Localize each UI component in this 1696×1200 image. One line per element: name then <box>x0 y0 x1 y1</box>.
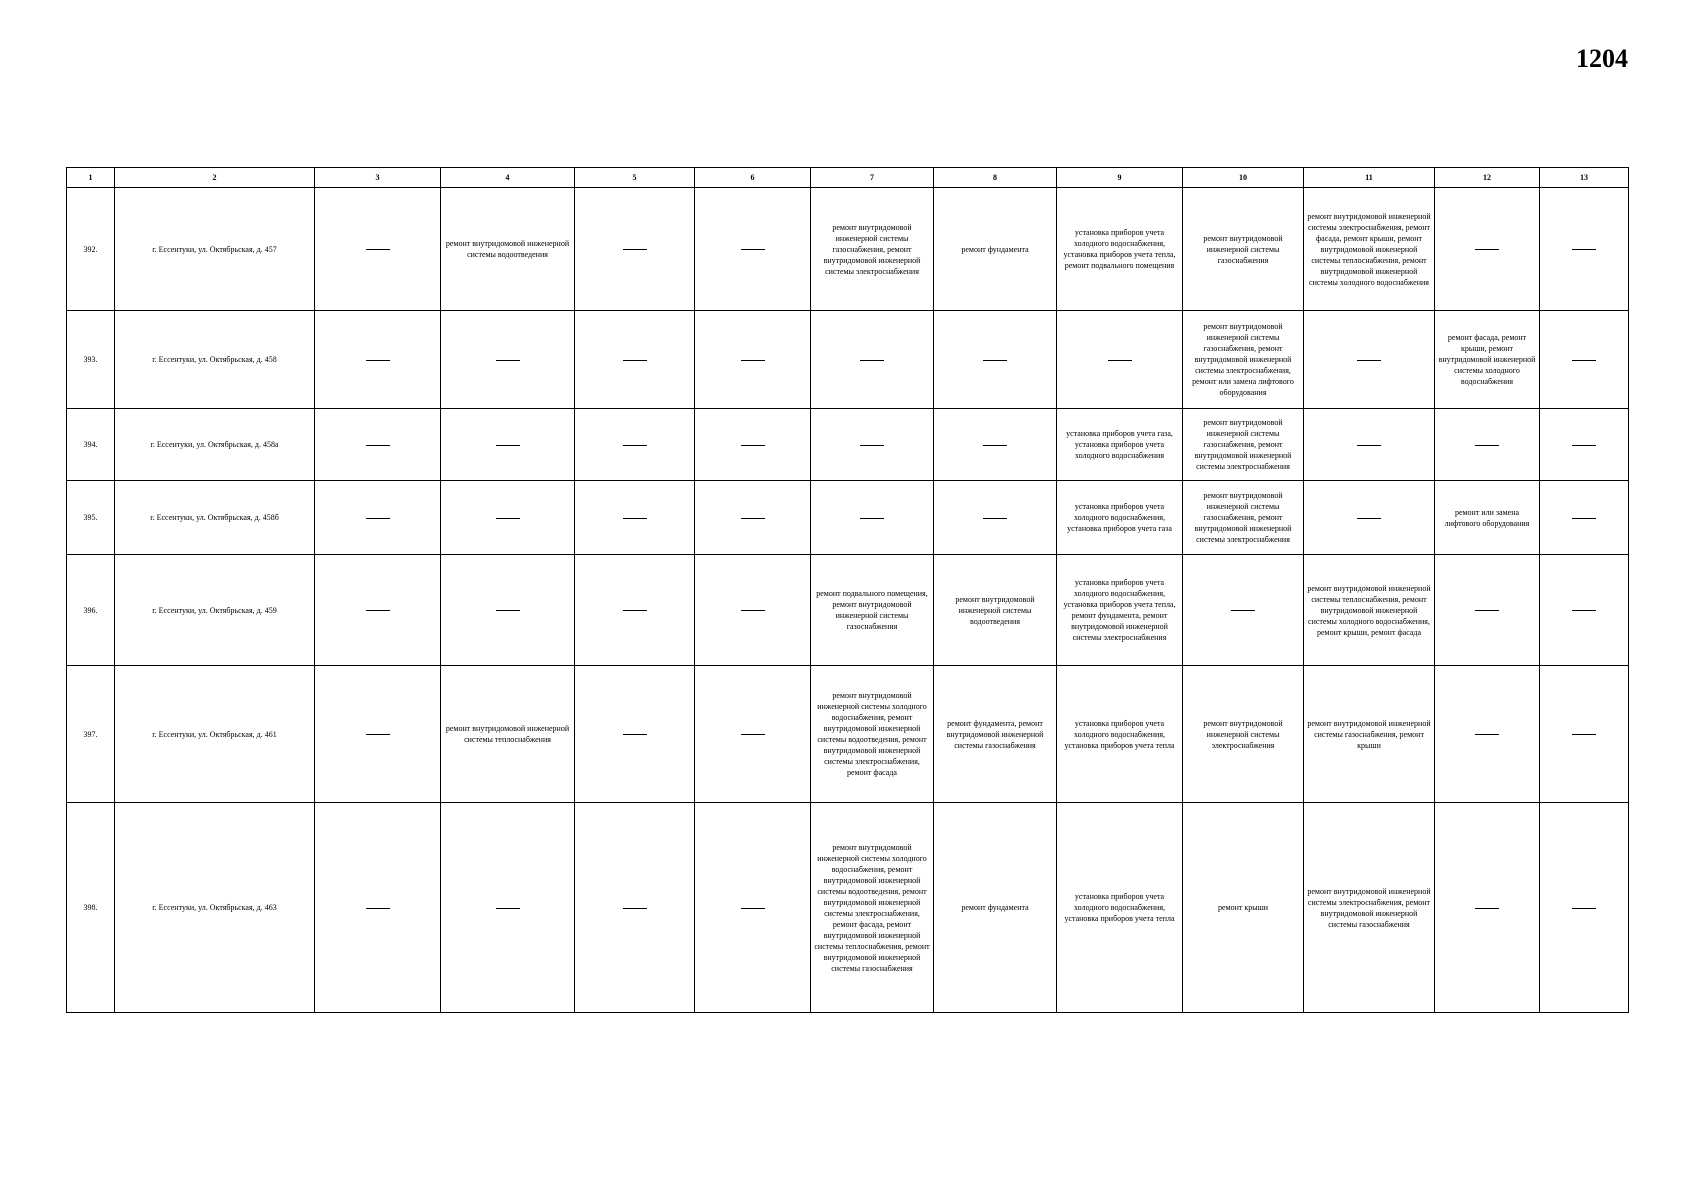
empty-cell <box>315 311 441 409</box>
empty-cell <box>1183 555 1304 666</box>
dash-mark <box>860 360 884 361</box>
dash-mark <box>1357 445 1381 446</box>
column-number-5: 5 <box>575 168 695 188</box>
column-number-10: 10 <box>1183 168 1304 188</box>
dash-mark <box>1572 249 1596 250</box>
dash-mark <box>623 518 647 519</box>
address-cell: г. Ессентуки, ул. Октябрьская, д. 461 <box>115 666 315 803</box>
empty-cell <box>1435 409 1540 481</box>
dash-mark <box>741 734 765 735</box>
dash-mark <box>496 908 520 909</box>
dash-mark <box>983 518 1007 519</box>
dash-mark <box>741 249 765 250</box>
dash-mark <box>860 445 884 446</box>
empty-cell <box>811 311 934 409</box>
work-description-cell: ремонт подвального помещения, ремонт внутридомовой инженерной системы газоснабжения <box>811 555 934 666</box>
column-number-4: 4 <box>441 168 575 188</box>
column-number-3: 3 <box>315 168 441 188</box>
address-cell: г. Ессентуки, ул. Октябрьская, д. 463 <box>115 803 315 1013</box>
table-row <box>67 555 1629 666</box>
dash-mark <box>623 249 647 250</box>
column-number-7: 7 <box>811 168 934 188</box>
table-row <box>67 481 1629 555</box>
empty-cell <box>1540 555 1629 666</box>
empty-cell <box>1304 481 1435 555</box>
dash-mark <box>1357 518 1381 519</box>
dash-mark <box>623 445 647 446</box>
dash-mark <box>860 518 884 519</box>
empty-cell <box>441 409 575 481</box>
dash-mark <box>741 908 765 909</box>
empty-cell <box>1540 409 1629 481</box>
empty-cell <box>575 409 695 481</box>
dash-mark <box>496 518 520 519</box>
page-number: 1204 <box>1576 44 1628 73</box>
dash-mark <box>983 360 1007 361</box>
row-number: 397. <box>67 666 115 803</box>
work-description-cell: ремонт внутридомовой инженерной системы теплоснабжения <box>441 666 575 803</box>
dash-mark <box>983 445 1007 446</box>
dash-mark <box>1572 610 1596 611</box>
work-description-cell: ремонт внутридомовой инженерной системы холодного водоснабжения, ремонт внутридомовой инженерной системы водоотведения, ремонт внутридомовой инженерной системы электроснабжения, ремонт фасада <box>811 666 934 803</box>
address-cell: г. Ессентуки, ул. Октябрьская, д. 458а <box>115 409 315 481</box>
column-number-1: 1 <box>67 168 115 188</box>
work-description-cell: ремонт внутридомовой инженерной системы теплоснабжения, ремонт внутридомовой инженерной системы холодного водоснабжения, ремонт крыши, ремонт фасада <box>1304 555 1435 666</box>
dash-mark <box>1231 610 1255 611</box>
empty-cell <box>1540 311 1629 409</box>
dash-mark <box>366 908 390 909</box>
row-number: 395. <box>67 481 115 555</box>
dash-mark <box>366 734 390 735</box>
dash-mark <box>741 518 765 519</box>
dash-mark <box>1357 360 1381 361</box>
work-description-cell: ремонт или замена лифтового оборудования <box>1435 481 1540 555</box>
work-description-cell: ремонт внутридомовой инженерной системы газоснабжения, ремонт внутридомовой инженерной системы электроснабжения <box>1183 409 1304 481</box>
empty-cell <box>1057 311 1183 409</box>
dash-mark <box>1108 360 1132 361</box>
repair-schedule-table <box>66 167 1629 1013</box>
column-number-11: 11 <box>1304 168 1435 188</box>
work-description-cell: ремонт фундамента <box>934 188 1057 311</box>
dash-mark <box>366 360 390 361</box>
dash-mark <box>741 445 765 446</box>
work-description-cell: установка приборов учета холодного водоснабжения, установка приборов учета тепла <box>1057 666 1183 803</box>
dash-mark <box>623 360 647 361</box>
empty-cell <box>934 409 1057 481</box>
dash-mark <box>623 908 647 909</box>
empty-cell <box>575 481 695 555</box>
column-number-12: 12 <box>1435 168 1540 188</box>
work-description-cell: ремонт внутридомовой инженерной системы электроснабжения <box>1183 666 1304 803</box>
empty-cell <box>934 311 1057 409</box>
work-description-cell: ремонт внутридомовой инженерной системы электроснабжения, ремонт фасада, ремонт крыши, ремонт внутридомовой инженерной системы теплоснабжения, ремонт внутридомовой инженерной системы холодного водоснабжения <box>1304 188 1435 311</box>
empty-cell <box>315 803 441 1013</box>
table-row <box>67 409 1629 481</box>
empty-cell <box>441 555 575 666</box>
empty-cell <box>575 188 695 311</box>
empty-cell <box>1540 188 1629 311</box>
empty-cell <box>315 666 441 803</box>
dash-mark <box>1572 734 1596 735</box>
dash-mark <box>496 445 520 446</box>
dash-mark <box>741 360 765 361</box>
empty-cell <box>1304 311 1435 409</box>
dash-mark <box>496 360 520 361</box>
empty-cell <box>1435 803 1540 1013</box>
empty-cell <box>1540 666 1629 803</box>
work-description-cell: ремонт внутридомовой инженерной системы газоснабжения, ремонт внутридомовой инженерной системы электроснабжения, ремонт или замена лифтового оборудования <box>1183 311 1304 409</box>
work-description-cell: ремонт внутридомовой инженерной системы газоснабжения <box>1183 188 1304 311</box>
empty-cell <box>934 481 1057 555</box>
column-number-8: 8 <box>934 168 1057 188</box>
row-number: 394. <box>67 409 115 481</box>
empty-cell <box>315 555 441 666</box>
work-description-cell: ремонт внутридомовой инженерной системы водоотведения <box>934 555 1057 666</box>
dash-mark <box>366 445 390 446</box>
work-description-cell: ремонт внутридомовой инженерной системы электроснабжения, ремонт внутридомовой инженерной системы газоснабжения <box>1304 803 1435 1013</box>
column-number-6: 6 <box>695 168 811 188</box>
work-description-cell: ремонт внутридомовой инженерной системы водоотведения <box>441 188 575 311</box>
work-description-cell: установка приборов учета холодного водоснабжения, установка приборов учета газа <box>1057 481 1183 555</box>
dash-mark <box>623 610 647 611</box>
dash-mark <box>1572 360 1596 361</box>
work-description-cell: ремонт внутридомовой инженерной системы газоснабжения, ремонт крыши <box>1304 666 1435 803</box>
empty-cell <box>1435 555 1540 666</box>
empty-cell <box>695 188 811 311</box>
address-cell: г. Ессентуки, ул. Октябрьская, д. 457 <box>115 188 315 311</box>
work-description-cell: установка приборов учета холодного водоснабжения, установка приборов учета тепла, ремонт фундамента, ремонт внутридомовой инженерной системы электроснабжения <box>1057 555 1183 666</box>
empty-cell <box>441 803 575 1013</box>
empty-cell <box>575 311 695 409</box>
dash-mark <box>366 610 390 611</box>
empty-cell <box>441 481 575 555</box>
empty-cell <box>1435 666 1540 803</box>
empty-cell <box>315 409 441 481</box>
empty-cell <box>695 555 811 666</box>
empty-cell <box>695 803 811 1013</box>
dash-mark <box>1572 518 1596 519</box>
empty-cell <box>695 666 811 803</box>
table-row <box>67 188 1629 311</box>
empty-cell <box>695 409 811 481</box>
work-description-cell: ремонт фундамента <box>934 803 1057 1013</box>
address-cell: г. Ессентуки, ул. Октябрьская, д. 458 <box>115 311 315 409</box>
row-number: 392. <box>67 188 115 311</box>
dash-mark <box>496 610 520 611</box>
empty-cell <box>315 188 441 311</box>
dash-mark <box>1572 445 1596 446</box>
empty-cell <box>575 666 695 803</box>
column-number-2: 2 <box>115 168 315 188</box>
dash-mark <box>366 518 390 519</box>
empty-cell <box>811 481 934 555</box>
work-description-cell: ремонт внутридомовой инженерной системы холодного водоснабжения, ремонт внутридомовой инженерной системы водоотведения, ремонт внутридомовой инженерной системы электроснабжения, ремонт фасада, ремонт внутридомовой инженерной системы теплоснабжения, ремонт внутридомовой инженерной системы газоснабжения <box>811 803 934 1013</box>
table-row <box>67 311 1629 409</box>
work-description-cell: установка приборов учета холодного водоснабжения, установка приборов учета тепла, ремонт подвального помещения <box>1057 188 1183 311</box>
table-row <box>67 803 1629 1013</box>
empty-cell <box>1304 409 1435 481</box>
row-number: 393. <box>67 311 115 409</box>
row-number: 398. <box>67 803 115 1013</box>
work-description-cell: установка приборов учета холодного водоснабжения, установка приборов учета тепла <box>1057 803 1183 1013</box>
work-description-cell: ремонт внутридомовой инженерной системы газоснабжения, ремонт внутридомовой инженерной системы электроснабжения <box>811 188 934 311</box>
dash-mark <box>623 734 647 735</box>
empty-cell <box>575 803 695 1013</box>
work-description-cell: установка приборов учета газа, установка приборов учета холодного водоснабжения <box>1057 409 1183 481</box>
table-row <box>67 666 1629 803</box>
column-number-13: 13 <box>1540 168 1629 188</box>
work-description-cell: ремонт внутридомовой инженерной системы газоснабжения, ремонт внутридомовой инженерной системы электроснабжения <box>1183 481 1304 555</box>
dash-mark <box>1572 908 1596 909</box>
address-cell: г. Ессентуки, ул. Октябрьская, д. 459 <box>115 555 315 666</box>
dash-mark <box>1475 249 1499 250</box>
empty-cell <box>315 481 441 555</box>
dash-mark <box>366 249 390 250</box>
work-description-cell: ремонт фасада, ремонт крыши, ремонт внутридомовой инженерной системы холодного водоснабжения <box>1435 311 1540 409</box>
dash-mark <box>1475 908 1499 909</box>
work-description-cell: ремонт фундамента, ремонт внутридомовой инженерной системы газоснабжения <box>934 666 1057 803</box>
empty-cell <box>1435 188 1540 311</box>
dash-mark <box>1475 610 1499 611</box>
address-cell: г. Ессентуки, ул. Октябрьская, д. 458б <box>115 481 315 555</box>
empty-cell <box>441 311 575 409</box>
empty-cell <box>811 409 934 481</box>
dash-mark <box>1475 734 1499 735</box>
empty-cell <box>575 555 695 666</box>
dash-mark <box>1475 445 1499 446</box>
column-number-row <box>67 168 1629 188</box>
dash-mark <box>741 610 765 611</box>
empty-cell <box>695 481 811 555</box>
work-description-cell: ремонт крыши <box>1183 803 1304 1013</box>
column-number-9: 9 <box>1057 168 1183 188</box>
row-number: 396. <box>67 555 115 666</box>
empty-cell <box>695 311 811 409</box>
empty-cell <box>1540 803 1629 1013</box>
empty-cell <box>1540 481 1629 555</box>
